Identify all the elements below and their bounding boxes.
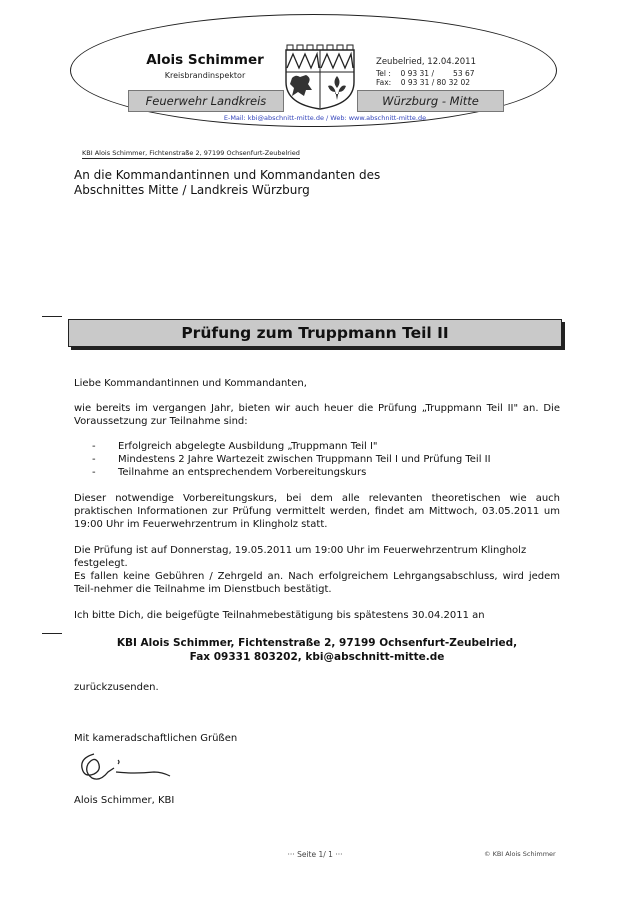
list-item — [74, 440, 560, 453]
header-name: Alois Schimmer — [146, 52, 264, 68]
list-item — [74, 466, 560, 479]
signature-name: Alois Schimmer, KBI — [74, 795, 175, 806]
bullet: - — [92, 454, 96, 465]
header-email-web[interactable]: E-Mail: kbi@abschnitt-mitte.de / Web: www.abschnitt-mitte.de — [223, 114, 427, 122]
salutation: Liebe Kommandantinnen und Kommandanten, — [74, 378, 307, 389]
recipient-line-2: Abschnittes Mitte / Landkreis Würzburg — [74, 183, 310, 197]
page-title: Prüfung zum Truppmann Teil II — [181, 324, 449, 342]
sender-line: KBI Alois Schimmer, Fichtenstraße 2, 97199 Ochsenfurt-Zeubelried — [82, 149, 300, 157]
paragraph-exam-date: Die Prüfung ist auf Donnerstag, 19.05.2011 um 19:00 Uhr im Feuerwehrzentrum Klingholz festgelegt. — [74, 545, 527, 569]
footer-page-number: ··· Seite 1/ 1 ··· — [287, 850, 343, 859]
header-fax: Fax: 0 93 31 / 80 32 02 — [376, 78, 471, 87]
banner-right: Würzburg - Mitte — [357, 90, 504, 112]
footer-copyright: © KBI Alois Schimmer — [484, 850, 556, 858]
paragraph-course: Dieser notwendige Vorbereitungskurs, bei dem alle relevanten theoretischen wie auch praktischen Informationen zur Prüfung vermittelt werden, findet am Mittwoch, 03.05.2011 um 19:00 Uhr im Feuerwehrzentrum in Klingholz statt. — [74, 493, 560, 530]
header-role: Kreisbrandinspektor — [164, 71, 246, 80]
paragraph-request: Ich bitte Dich, die beigefügte Teilnahmebestätigung bis spätestens 30.04.2011 an — [74, 610, 485, 621]
return-address — [70, 636, 564, 664]
header-tel: Tel : 0 93 31 / 53 67 — [376, 69, 475, 78]
bullet: - — [92, 441, 96, 452]
coat-of-arms-icon — [284, 44, 356, 110]
fold-mark-top — [42, 316, 62, 317]
title-box — [68, 319, 562, 347]
requirements-list — [74, 440, 560, 479]
list-item — [74, 453, 560, 466]
requirement-3: Teilnahme an entsprechendem Vorbereitungskurs — [118, 467, 367, 478]
paragraph-intro: wie bereits im vergangen Jahr, bieten wir auch heuer die Prüfung „Truppmann Teil II" an. Die Voraussetzung zur Teilnahme sind: — [74, 403, 560, 427]
bullet: - — [92, 467, 96, 478]
closing: Mit kameradschaftlichen Grüßen — [74, 733, 238, 744]
signature-icon — [74, 748, 174, 784]
fold-mark-middle — [42, 633, 62, 634]
paragraph-fees: Es fallen keine Gebühren / Zehrgeld an. Nach erfolgreichem Lehrgangsabschluss, wird jedem Teil-nehmer die Teilnahme im Dienstbuch bestätigt. — [74, 571, 560, 595]
return-address-line-2: Fax 09331 803202, kbi@abschnitt-mitte.de — [189, 651, 445, 663]
requirement-2: Mindestens 2 Jahre Wartezeit zwischen Truppmann Teil I und Prüfung Teil II — [118, 454, 491, 465]
header-place-date: Zeubelried, 12.04.2011 — [376, 57, 476, 67]
recipient-block — [74, 168, 380, 198]
requirement-1: Erfolgreich abgelegte Ausbildung „Truppmann Teil I" — [118, 441, 378, 452]
banner-left: Feuerwehr Landkreis — [128, 90, 284, 112]
return-address-line-1: KBI Alois Schimmer, Fichtenstraße 2, 97199 Ochsenfurt-Zeubelried, — [116, 637, 518, 649]
recipient-line-1: An die Kommandantinnen und Kommandanten des — [74, 168, 381, 182]
return-text: zurückzusenden. — [74, 682, 159, 693]
